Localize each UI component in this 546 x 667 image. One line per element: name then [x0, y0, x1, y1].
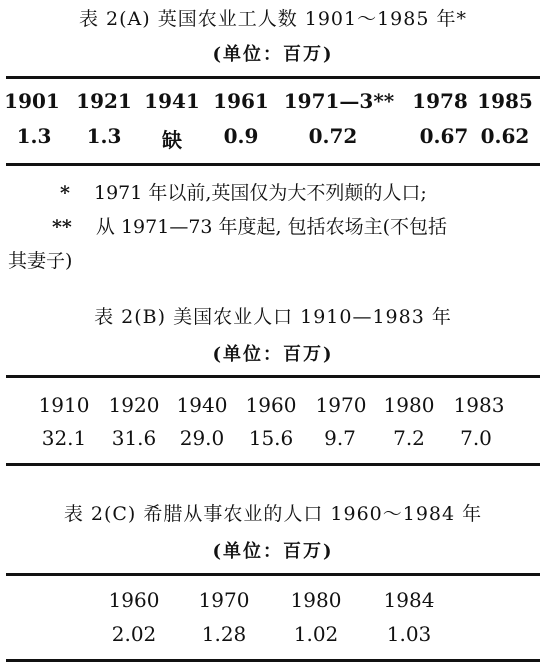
table-b-year: 1960	[245, 393, 297, 417]
table-b-year: 1940	[176, 393, 228, 417]
table-c-value: 1.03	[386, 622, 432, 646]
table-a-value: 1.3	[16, 124, 52, 148]
table-a-unit: (单位：百万)	[212, 44, 334, 65]
table-c-top-rule	[6, 573, 540, 576]
table-b-unit: (单位：百万)	[212, 344, 334, 365]
table-c-value-row	[0, 622, 546, 652]
table-c-year: 1970	[198, 588, 250, 612]
table-c-value: 2.02	[111, 622, 157, 646]
footnote-star-mark: *	[60, 182, 70, 204]
table-b-value: 29.0	[179, 426, 225, 450]
table-c-year: 1984	[383, 588, 435, 612]
table-a-note-1	[60, 178, 427, 205]
table-a-year: 1921	[76, 89, 132, 113]
table-a-year: 1978	[412, 89, 468, 113]
table-a-year-row	[0, 89, 546, 119]
table-b-top-rule	[6, 375, 540, 378]
table-b-value: 7.0	[460, 426, 492, 450]
table-a-note-2	[52, 212, 447, 239]
table-a-note-3	[8, 246, 72, 273]
footnote-text: 其妻子)	[8, 250, 73, 272]
footnote-double-star-mark: **	[52, 216, 72, 238]
table-b-year-row	[0, 393, 546, 423]
table-b-year: 1920	[108, 393, 160, 417]
table-b-year: 1970	[315, 393, 367, 417]
table-a-year: 1961	[213, 89, 269, 113]
table-b-value: 9.7	[324, 426, 356, 450]
table-b-value: 32.1	[41, 426, 87, 450]
table-c-title: 表 2(C) 希腊从事农业的人口 1960～1984 年	[63, 503, 483, 525]
table-b-value-row	[0, 426, 546, 456]
table-b-value: 31.6	[111, 426, 157, 450]
table-a-value: 0.72	[308, 124, 358, 148]
table-a-bottom-rule	[6, 163, 540, 166]
table-c-value: 1.28	[201, 622, 247, 646]
table-a-value: 1.3	[86, 124, 122, 148]
table-c-year: 1980	[290, 588, 342, 612]
table-a-value-row	[0, 124, 546, 154]
table-b-year: 1910	[38, 393, 90, 417]
footnote-text: 1971 年以前,英国仅为大不列颠的人口;	[93, 182, 427, 204]
table-a-title: 表 2(A) 英国农业工人数 1901～1985 年*	[78, 8, 467, 30]
table-a-year: 1941	[144, 89, 200, 113]
table-b-year: 1980	[383, 393, 435, 417]
table-b-title: 表 2(B) 美国农业人口 1910—1983 年	[94, 306, 452, 328]
table-c-bottom-rule	[6, 659, 540, 662]
table-c-unit: (单位：百万)	[212, 541, 334, 562]
table-b-bottom-rule	[6, 463, 540, 466]
table-a-year: 1985	[477, 89, 533, 113]
table-a-year: 1971—3**	[283, 89, 395, 113]
table-c-year-row	[0, 588, 546, 618]
table-b-value: 15.6	[248, 426, 294, 450]
footnote-text: 从 1971—73 年度起, 包括农场主(不包括	[95, 216, 448, 238]
table-c-value: 1.02	[293, 622, 339, 646]
table-b-year: 1983	[453, 393, 505, 417]
table-b-value: 7.2	[393, 426, 425, 450]
table-a-value: 0.67	[419, 124, 469, 148]
table-a-year: 1901	[4, 89, 60, 113]
table-a-value: 缺	[162, 128, 182, 152]
table-a-value: 0.9	[223, 124, 259, 148]
table-a-value: 0.62	[480, 124, 530, 148]
table-a-top-rule	[6, 76, 540, 79]
table-c-year: 1960	[108, 588, 160, 612]
